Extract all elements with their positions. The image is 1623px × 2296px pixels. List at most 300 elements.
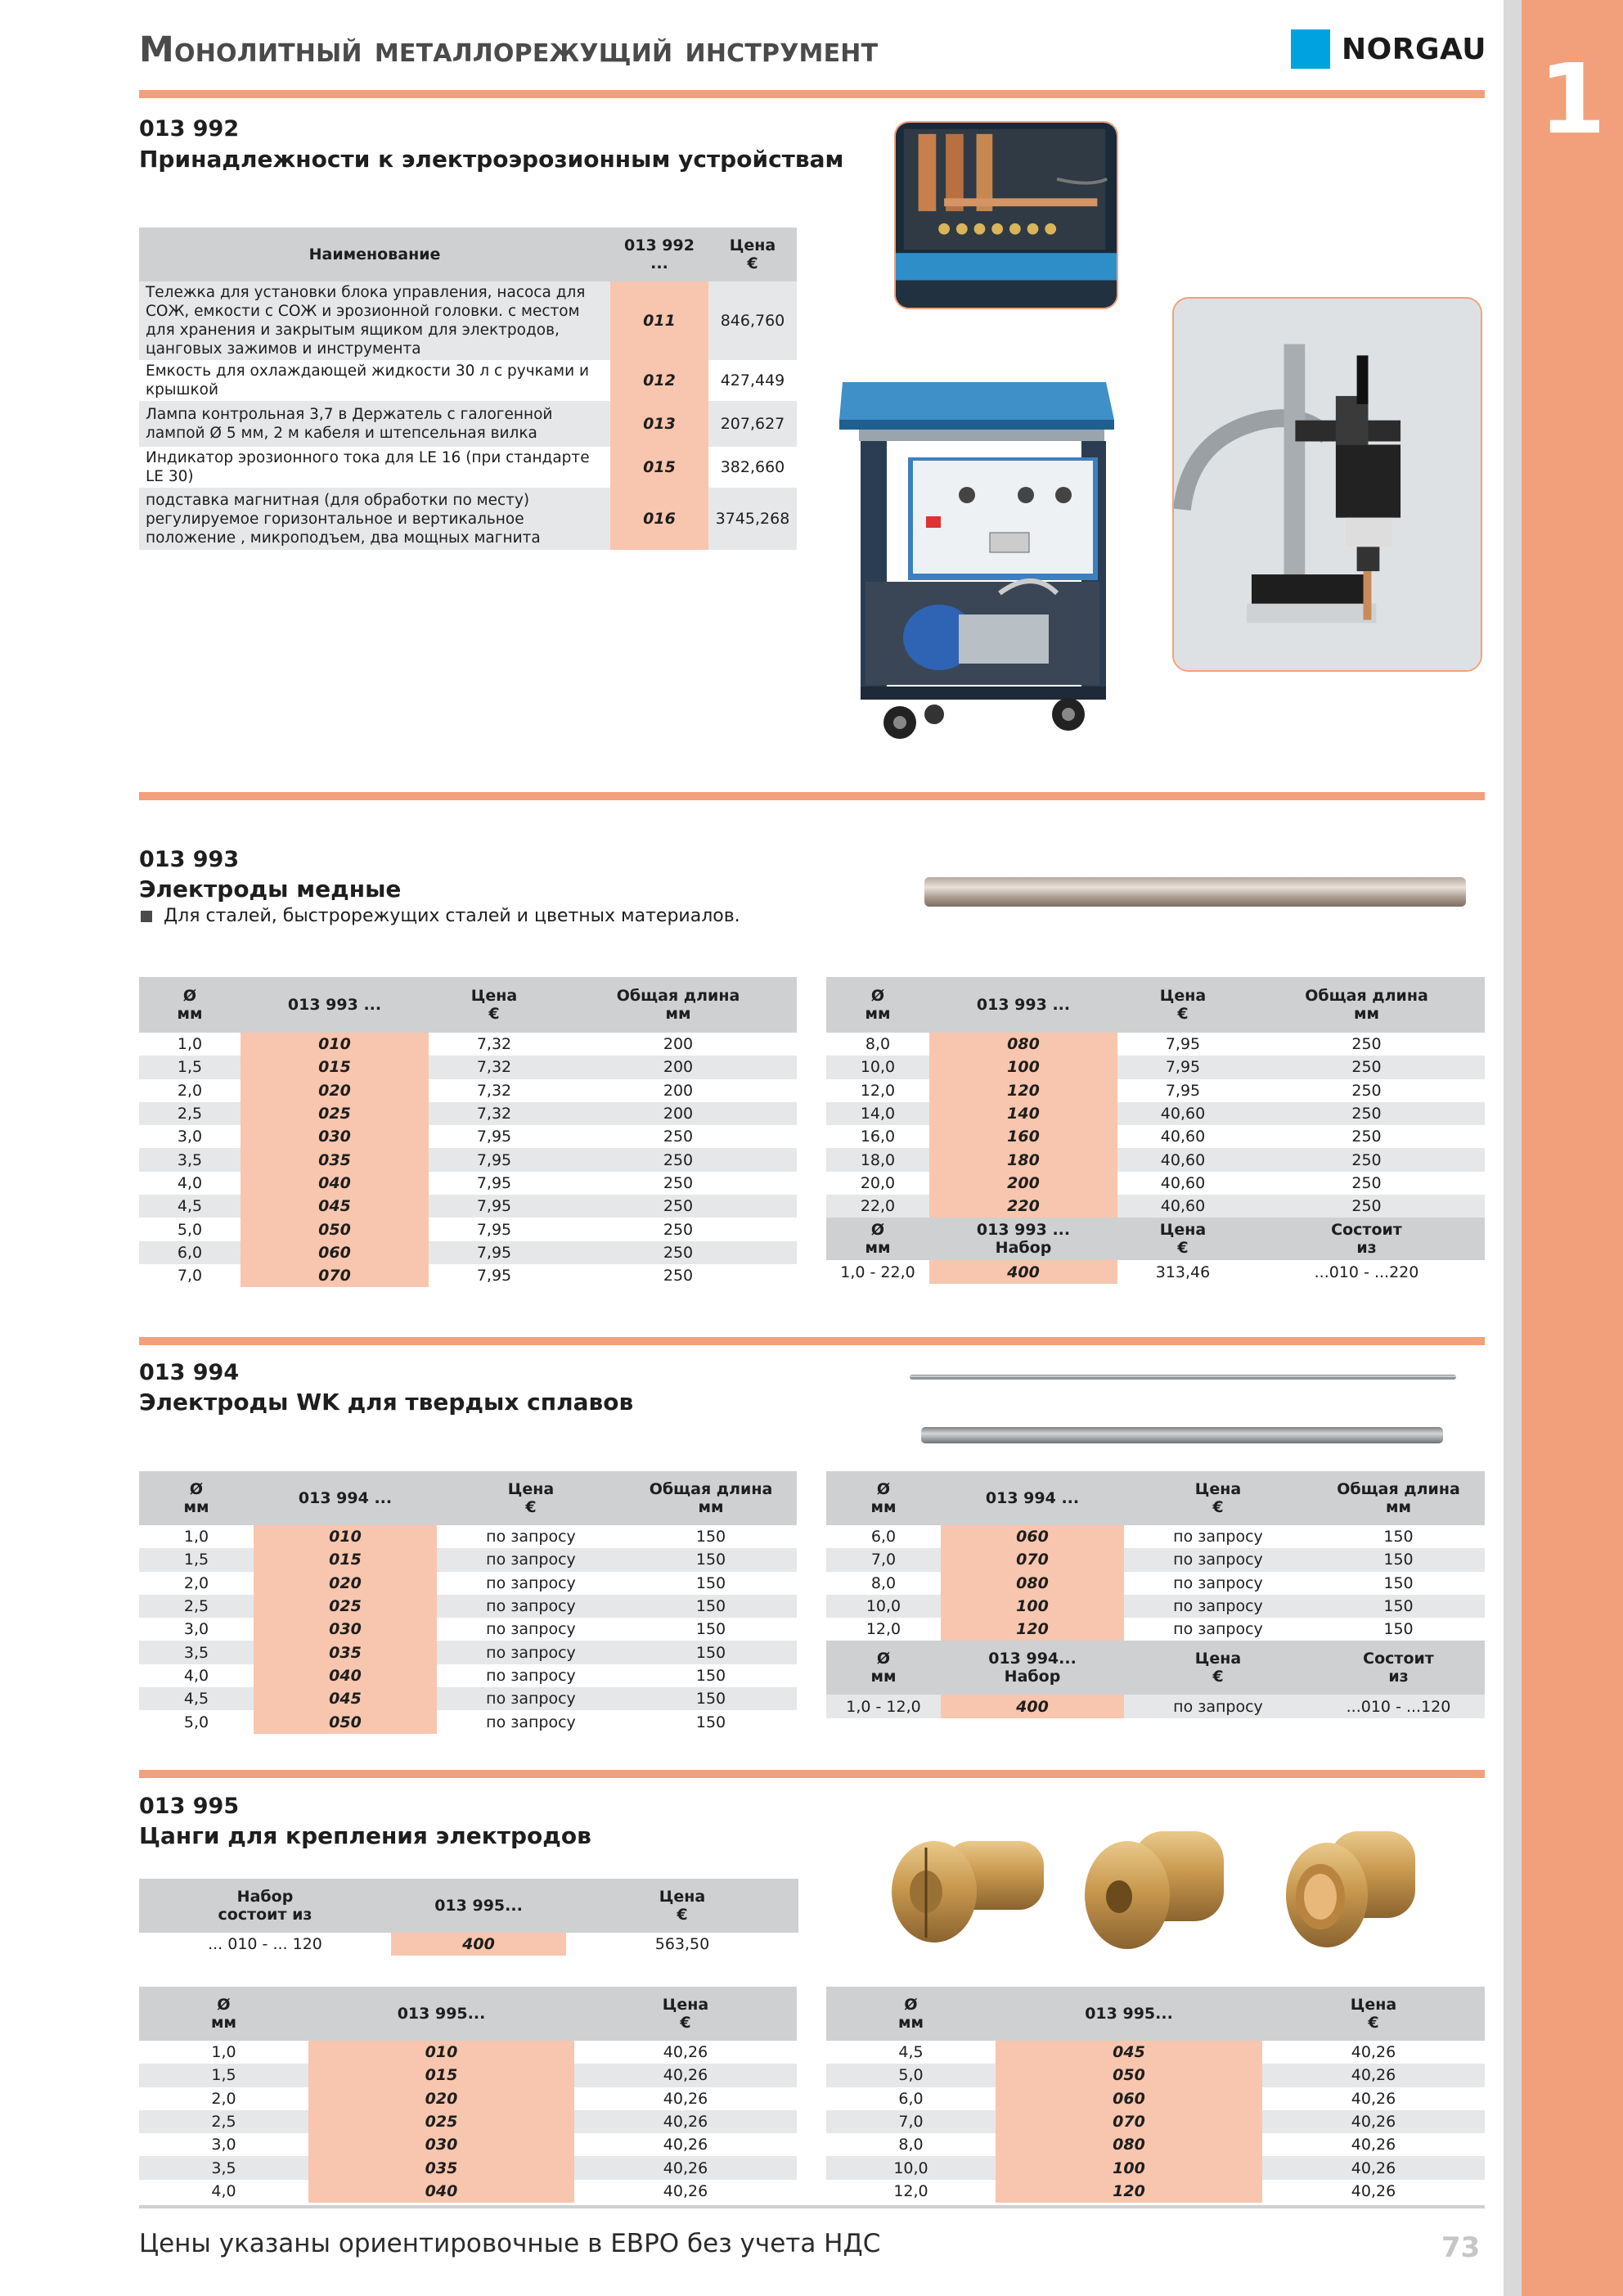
cell-price: по запросу <box>437 1595 625 1618</box>
table-row <box>139 1079 797 1102</box>
cell-d: 16,0 <box>860 1128 896 1146</box>
cell-len: 150 <box>1383 1620 1414 1639</box>
cell-len: 250 <box>663 1128 694 1146</box>
cell-code: 060 <box>941 1525 1124 1548</box>
table-row <box>139 1525 797 1548</box>
cell-d: 2,0 <box>177 1081 203 1100</box>
cell-d: 7,0 <box>177 1267 203 1285</box>
set-row: 1,0 - 22,0 400 313,46 ...010 - ...220 <box>826 1260 1485 1283</box>
table-row <box>139 1148 797 1171</box>
copper-electrodes-table-right <box>826 977 1485 1284</box>
cell-len: 250 <box>1351 1035 1382 1054</box>
table-row <box>826 1056 1485 1078</box>
table-row <box>139 1102 797 1125</box>
table-row <box>826 1525 1485 1548</box>
cell-price: 7,32 <box>476 1081 512 1100</box>
cell-price: по запросу <box>437 1641 625 1663</box>
cell-price: 40,60 <box>1160 1128 1206 1146</box>
col-header-price: Цена € <box>1117 977 1248 1033</box>
set-header-consists: Состоит из <box>1248 1218 1485 1260</box>
cell-d: 10,0 <box>826 2156 996 2179</box>
cell-code: 010 <box>308 2041 574 2064</box>
table-row <box>826 1102 1485 1125</box>
section-rule <box>139 792 1485 800</box>
drawer-tray-photo <box>894 121 1118 309</box>
cell-price: по запросу <box>437 1687 625 1710</box>
col-header-code: 013 992 ... <box>610 227 708 281</box>
table-row: Индикатор эрозионного тока для LE 16 (при стандарте LE 30) 015 382,660 <box>139 447 797 488</box>
cell-d: 8,0 <box>870 1573 897 1592</box>
cell-d: 2,0 <box>211 2089 236 2108</box>
cell-code: 020 <box>241 1079 429 1102</box>
col-header-length: Общая длина мм <box>625 1471 797 1525</box>
cell-code: 025 <box>241 1102 429 1125</box>
table-row <box>139 1241 797 1264</box>
section-note: Для сталей, быстрорежущих сталей и цветных материалов. <box>141 906 740 926</box>
cell-price: 40,60 <box>1117 1102 1248 1125</box>
cell-price: 7,95 <box>429 1241 560 1264</box>
brand-logo <box>1291 29 1486 69</box>
col-header-length: Общая длина мм <box>560 977 797 1033</box>
cell-d: 4,0 <box>183 1666 209 1685</box>
set-header-diameter: Ø мм <box>826 1218 929 1260</box>
cell-price: 7,95 <box>476 1220 512 1239</box>
cell-d: 1,0 <box>183 1528 209 1546</box>
col-header-price: Цена € <box>1124 1471 1312 1525</box>
cell-code: 015 <box>308 2064 574 2087</box>
table-row <box>139 2041 797 2064</box>
table-row: Тележка для установки блока управления, насоса для СОЖ, емкости с СОЖ и эрозионной головки. с местом для хранения и закрытым ящиком для электродов, цанговых зажимов и инструмента 011 846,760 <box>139 281 797 360</box>
cell-code: 200 <box>929 1172 1117 1195</box>
table-row <box>826 1033 1485 1056</box>
cell-d: 4,0 <box>177 1173 203 1192</box>
table-row <box>139 1687 797 1710</box>
cell-d: 14,0 <box>826 1102 929 1125</box>
table-row <box>139 1125 797 1148</box>
cell-len: 150 <box>625 1548 797 1571</box>
cell-price: 7,95 <box>476 1128 512 1146</box>
cell-d: 2,0 <box>183 1573 209 1592</box>
cell-d: 8,0 <box>898 2136 924 2154</box>
cell-len: 150 <box>695 1713 726 1731</box>
cell-len: 250 <box>560 1241 797 1264</box>
logo-square-icon <box>1291 29 1330 69</box>
cell-code: 050 <box>996 2064 1262 2087</box>
cell-d: 3,5 <box>139 1641 254 1663</box>
cell-d: 20,0 <box>860 1173 896 1192</box>
section-code: 013 992 <box>139 116 240 142</box>
cell-d: 12,0 <box>860 1081 896 1100</box>
chapter-number: 1 <box>1538 43 1607 155</box>
wk-electrode-thick-photo <box>921 1425 1443 1446</box>
cell-code: 120 <box>941 1618 1124 1641</box>
page-title: Монолитный металлорежущий инструмент <box>139 29 879 70</box>
cell-code: 045 <box>996 2041 1262 2064</box>
cell-d: 2,5 <box>139 1102 241 1125</box>
cell-code: 060 <box>996 2087 1262 2110</box>
table-row <box>139 1618 797 1641</box>
table-row <box>139 1195 797 1218</box>
table-row <box>826 1572 1485 1595</box>
cell-len: 250 <box>1248 1195 1485 1218</box>
cell-code: 050 <box>241 1218 429 1240</box>
wk-electrodes-table-left <box>139 1471 797 1734</box>
set-row: ... 010 - ... 120 400 563,50 <box>139 1933 798 1956</box>
cell-code: 120 <box>929 1079 1117 1102</box>
cell-code: 030 <box>241 1125 429 1148</box>
cell-code: 025 <box>254 1595 437 1618</box>
table-row <box>139 2180 797 2203</box>
cell-code: 030 <box>308 2133 574 2156</box>
table-row: Емкость для охлаждающей жидкости 30 л с ручками и крышкой 012 427,449 <box>139 360 797 401</box>
table-row <box>139 2110 797 2133</box>
header-rule <box>139 90 1485 98</box>
cell-price: 40,26 <box>663 2136 708 2154</box>
cell-code: 015 <box>241 1056 429 1078</box>
table-row <box>826 1195 1485 1218</box>
cell-price: 40,26 <box>1262 2156 1485 2179</box>
col-header-length: Общая длина мм <box>1312 1471 1485 1525</box>
set-header-price: Цена € <box>1117 1218 1248 1260</box>
table-row <box>826 1148 1485 1171</box>
cell-price: по запросу <box>1124 1595 1312 1618</box>
cell-d: 3,5 <box>139 1148 241 1171</box>
cell-code: 140 <box>929 1102 1117 1125</box>
section-rule <box>139 1770 1485 1778</box>
cell-code: 120 <box>996 2180 1262 2203</box>
section-title: Электроды медные <box>139 876 402 903</box>
table-row <box>826 1595 1485 1618</box>
table-row: Лампа контрольная 3,7 в Держатель с галогенной лампой Ø 5 мм, 2 м кабеля и штепсельная вилка 013 207,627 <box>139 401 797 447</box>
cell-code: 040 <box>241 1172 429 1195</box>
logo-text: NORGAU <box>1342 32 1486 66</box>
set-header-price: Цена € <box>1124 1641 1312 1695</box>
col-header-diameter: Ø мм <box>139 1987 308 2041</box>
col-header-diameter: Ø мм <box>139 977 241 1033</box>
cell-len: 150 <box>695 1573 726 1592</box>
cell-code: 060 <box>241 1241 429 1264</box>
cell-d: 4,5 <box>139 1687 254 1710</box>
cell-d: 1,5 <box>139 2064 308 2087</box>
cell-d: 5,0 <box>826 2064 996 2087</box>
cell-price: 40,26 <box>1262 2064 1485 2087</box>
cell-len: 250 <box>1351 1081 1382 1100</box>
cell-code: 080 <box>941 1572 1124 1595</box>
table-row <box>826 1172 1485 1195</box>
table-row <box>826 1618 1485 1641</box>
table-row: подставка магнитная (для обработки по месту) регулируемое горизонтальное и вертикальное положение , микроподъем, два мощных магнита 016 3745,268 <box>139 488 797 550</box>
cell-d: 5,0 <box>177 1220 203 1239</box>
cell-d: 10,0 <box>826 1595 941 1618</box>
cell-price: 7,95 <box>429 1195 560 1218</box>
cell-price: 7,95 <box>429 1148 560 1171</box>
table-row <box>139 1595 797 1618</box>
table-row <box>826 1125 1485 1148</box>
cell-code: 020 <box>254 1572 437 1595</box>
cell-len: 200 <box>560 1102 797 1125</box>
col-header-code: 013 993 ... <box>929 977 1117 1033</box>
col-header-code: 013 995... <box>996 1987 1262 2041</box>
cell-price: 7,32 <box>476 1035 512 1054</box>
cell-price: 7,95 <box>1117 1056 1248 1078</box>
cell-len: 150 <box>1312 1595 1485 1618</box>
table-row <box>139 1264 797 1287</box>
cell-d: 1,5 <box>139 1056 241 1078</box>
set-header-code: 013 994... Набор <box>941 1641 1124 1695</box>
cell-price: 7,95 <box>476 1267 512 1285</box>
side-band-orange <box>1522 0 1623 2296</box>
cell-len: 150 <box>625 1595 797 1618</box>
cell-d: 7,0 <box>826 1548 941 1571</box>
cell-len: 250 <box>663 1267 694 1285</box>
cell-d: 1,0 <box>211 2043 236 2062</box>
col-header-code: 013 993 ... <box>241 977 429 1033</box>
section-title: Принадлежности к электроэрозионным устройствам <box>139 146 844 173</box>
cell-code: 070 <box>996 2110 1262 2133</box>
cell-d: 6,0 <box>898 2089 924 2108</box>
footer-rule <box>139 2205 1485 2208</box>
table-row <box>826 2064 1485 2087</box>
cell-code: 180 <box>929 1148 1117 1171</box>
col-header-price: Цена € <box>1262 1987 1485 2041</box>
cell-len: 250 <box>663 1173 694 1192</box>
table-row <box>139 2087 797 2110</box>
cell-code: 040 <box>254 1664 437 1687</box>
cell-code: 070 <box>241 1264 429 1287</box>
cell-d: 8,0 <box>865 1035 891 1054</box>
cell-d: 3,0 <box>177 1128 203 1146</box>
cell-price: 40,60 <box>1117 1148 1248 1171</box>
cell-len: 250 <box>1248 1148 1485 1171</box>
cell-len: 250 <box>1248 1102 1485 1125</box>
cell-len: 250 <box>1248 1056 1485 1078</box>
cell-code: 100 <box>941 1595 1124 1618</box>
bullet-icon <box>141 911 152 922</box>
cell-d: 1,5 <box>139 1548 254 1571</box>
col-header-code: 013 994 ... <box>941 1471 1124 1525</box>
cell-len: 150 <box>695 1620 726 1639</box>
cell-price: 7,95 <box>1165 1035 1201 1054</box>
cell-d: 2,5 <box>139 1595 254 1618</box>
cell-len: 200 <box>560 1056 797 1078</box>
cell-code: 040 <box>308 2180 574 2203</box>
cell-d: 10,0 <box>826 1056 929 1078</box>
cell-price: по запросу <box>486 1528 576 1546</box>
cell-price: 40,26 <box>663 2089 708 2108</box>
cell-code: 025 <box>308 2110 574 2133</box>
cell-len: 150 <box>695 1528 726 1546</box>
cell-code: 030 <box>254 1618 437 1641</box>
cell-price: 7,95 <box>476 1173 512 1192</box>
cell-code: 080 <box>996 2133 1262 2156</box>
cell-code: 020 <box>308 2087 574 2110</box>
cell-price: 40,26 <box>663 2043 708 2062</box>
table-row <box>139 2156 797 2179</box>
cell-len: 150 <box>1383 1528 1414 1546</box>
cell-price: 7,32 <box>429 1102 560 1125</box>
cell-d: 6,0 <box>870 1528 897 1546</box>
col-header-price: Цена € <box>574 1987 797 2041</box>
cell-price: 40,60 <box>1117 1195 1248 1218</box>
cell-code: 050 <box>254 1710 437 1733</box>
footer-note: Цены указаны ориентировочные в ЕВРО без учета НДС <box>139 2229 881 2258</box>
cell-d: 18,0 <box>826 1148 929 1171</box>
cell-code: 220 <box>929 1195 1117 1218</box>
section-code: 013 995 <box>139 1794 240 1819</box>
cell-len: 150 <box>695 1666 726 1685</box>
table-row <box>139 1172 797 1195</box>
collets-table-right <box>826 1987 1485 2203</box>
cell-price: 40,26 <box>574 2110 797 2133</box>
cell-code: 160 <box>929 1125 1117 1148</box>
table-row <box>139 1641 797 1663</box>
section-title: Цанги для крепления электродов <box>139 1822 591 1849</box>
col-header-price: Цена € <box>437 1471 625 1525</box>
erosion-trolley-photo <box>836 372 1120 750</box>
page-number: 73 <box>1441 2231 1481 2264</box>
cell-code: 070 <box>941 1548 1124 1571</box>
table-row <box>139 1664 797 1687</box>
cell-code: 045 <box>241 1195 429 1218</box>
cell-len: 150 <box>1312 1548 1485 1571</box>
cell-code: 010 <box>254 1525 437 1548</box>
table-row <box>139 1033 797 1056</box>
cell-code: 035 <box>241 1148 429 1171</box>
collets-photo <box>888 1807 1453 1959</box>
cell-price: по запросу <box>486 1713 576 1731</box>
table-row <box>826 1079 1485 1102</box>
cell-price: 40,26 <box>1351 2089 1396 2108</box>
copper-electrode-photo <box>924 874 1466 912</box>
col-header-diameter: Ø мм <box>826 977 929 1033</box>
cell-price: по запросу <box>486 1666 576 1685</box>
cell-d: 22,0 <box>826 1195 929 1218</box>
cell-len: 250 <box>560 1195 797 1218</box>
cell-len: 150 <box>1383 1573 1414 1592</box>
cell-len: 250 <box>560 1148 797 1171</box>
set-row: 1,0 - 12,0 400 по запросу ...010 - ...120 <box>826 1695 1485 1717</box>
col-header-code: 013 995... <box>391 1879 566 1933</box>
table-row <box>826 2087 1485 2110</box>
cell-code: 015 <box>254 1548 437 1571</box>
cell-price: 7,95 <box>1165 1081 1201 1100</box>
section-title: Электроды WK для твердых сплавов <box>139 1389 634 1416</box>
cell-code: 100 <box>996 2156 1262 2179</box>
cell-d: 3,5 <box>139 2156 308 2179</box>
cell-d: 5,0 <box>183 1713 209 1731</box>
table-row <box>139 2133 797 2156</box>
cell-price: 7,32 <box>429 1056 560 1078</box>
col-header-diameter: Ø мм <box>139 1471 254 1525</box>
col-header-code: 013 994 ... <box>254 1471 437 1525</box>
table-row <box>139 2064 797 2087</box>
cell-d: 4,5 <box>139 1195 241 1218</box>
cell-d: 7,0 <box>826 2110 996 2133</box>
cell-d: 12,0 <box>865 1620 901 1639</box>
cell-d: 3,0 <box>211 2136 236 2154</box>
cell-price: 40,26 <box>1351 2136 1396 2154</box>
table-row <box>826 2110 1485 2133</box>
cell-price: по запросу <box>1173 1573 1263 1592</box>
cell-len: 250 <box>663 1220 694 1239</box>
col-header-length: Общая длина мм <box>1248 977 1485 1033</box>
cell-price: по запросу <box>486 1573 576 1592</box>
cell-code: 035 <box>308 2156 574 2179</box>
cell-code: 045 <box>254 1687 437 1710</box>
cell-price: по запросу <box>1173 1620 1263 1639</box>
cell-len: 250 <box>1351 1128 1382 1146</box>
cell-code: 010 <box>241 1033 429 1056</box>
side-band-gray <box>1504 0 1522 2296</box>
table-row <box>139 1572 797 1595</box>
cell-len: 200 <box>663 1035 694 1054</box>
accessories-table <box>139 227 797 550</box>
section-code: 013 994 <box>139 1360 240 1385</box>
col-header-name: Наименование <box>139 227 610 281</box>
cell-d: 4,5 <box>898 2043 924 2062</box>
col-header-diameter: Ø мм <box>826 1471 941 1525</box>
col-header-price: Цена € <box>429 977 560 1033</box>
cell-code: 100 <box>929 1056 1117 1078</box>
cell-price: 40,26 <box>1262 2110 1485 2133</box>
cell-len: 200 <box>663 1081 694 1100</box>
cell-price: по запросу <box>1173 1528 1263 1546</box>
collets-table-left <box>139 1987 797 2203</box>
cell-d: 6,0 <box>139 1241 241 1264</box>
cell-price: 40,60 <box>1160 1173 1206 1192</box>
table-row <box>139 1218 797 1240</box>
cell-code: 080 <box>929 1033 1117 1056</box>
cell-len: 250 <box>1351 1173 1382 1192</box>
col-header-diameter: Ø мм <box>826 1987 996 2041</box>
table-row <box>826 2180 1485 2203</box>
table-row <box>139 1056 797 1078</box>
cell-price: 40,26 <box>1351 2043 1396 2062</box>
cell-price: 40,26 <box>574 2156 797 2179</box>
table-row <box>826 2156 1485 2179</box>
table-row <box>826 1548 1485 1571</box>
cell-d: 4,0 <box>211 2181 236 2200</box>
wk-electrodes-table-right <box>826 1471 1485 1718</box>
cell-price: 40,26 <box>574 2064 797 2087</box>
set-header-consists: Состоит из <box>1312 1641 1485 1695</box>
col-header-set: Набор состоит из <box>139 1879 391 1933</box>
cell-d: 12,0 <box>893 2181 928 2200</box>
collets-set-table <box>139 1879 798 1956</box>
col-header-price: Цена € <box>566 1879 798 1933</box>
cell-price: по запросу <box>1124 1548 1312 1571</box>
section-rule <box>139 1337 1485 1345</box>
table-row <box>826 2133 1485 2156</box>
cell-d: 2,5 <box>139 2110 308 2133</box>
cell-price: 40,26 <box>1351 2181 1396 2200</box>
cell-d: 1,0 <box>177 1035 203 1054</box>
table-row <box>826 2041 1485 2064</box>
cell-price: 40,26 <box>663 2181 708 2200</box>
magnetic-stand-photo <box>1172 297 1482 672</box>
cell-code: 035 <box>254 1641 437 1663</box>
copper-electrodes-table-left <box>139 977 797 1287</box>
table-row <box>139 1710 797 1733</box>
set-header-diameter: Ø мм <box>826 1641 941 1695</box>
wk-electrode-thin-photo <box>910 1372 1456 1382</box>
cell-price: по запросу <box>437 1548 625 1571</box>
col-header-code: 013 995... <box>308 1987 574 2041</box>
table-row <box>139 1548 797 1571</box>
col-header-price: Цена € <box>708 227 797 281</box>
set-header-code: 013 993 ... Набор <box>929 1218 1117 1260</box>
section-code: 013 993 <box>139 847 240 872</box>
